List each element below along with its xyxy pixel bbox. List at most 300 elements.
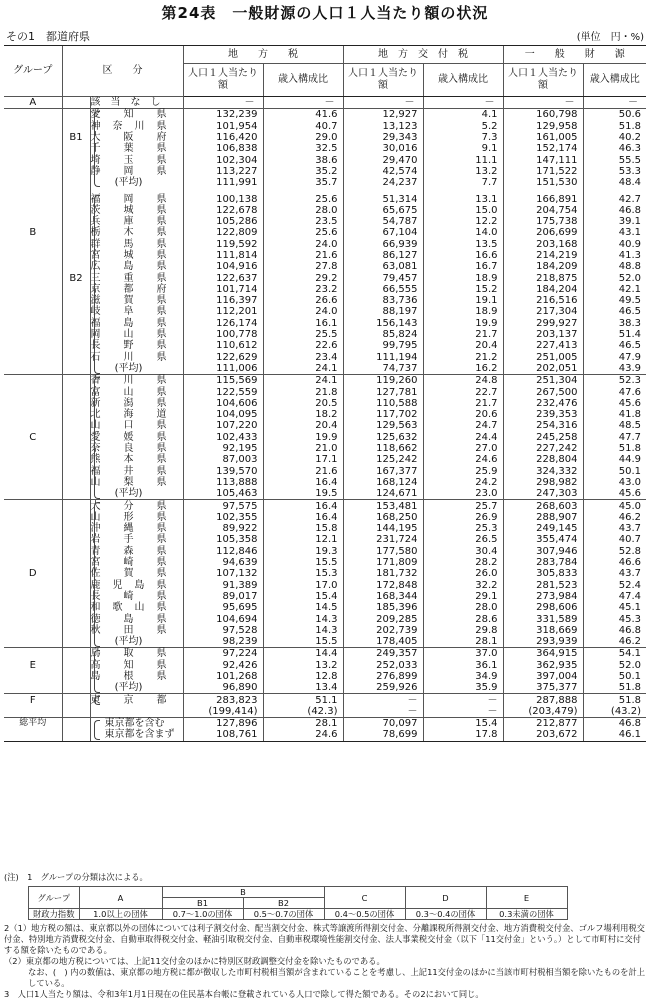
chihouzei-per-capita-cell: 101,714 <box>183 284 263 295</box>
koufuzei-ratio-cell: 28.0 <box>423 602 503 613</box>
koufuzei-per-capita-cell: 129,563 <box>343 420 423 431</box>
subgroup-label <box>62 613 90 624</box>
ippan-ratio-cell: 48.4 <box>583 177 646 188</box>
row-name-text: 岐阜県 <box>90 306 167 318</box>
prefecture-name <box>90 272 183 283</box>
ippan-per-capita-cell: 202,051 <box>503 363 583 375</box>
group-label <box>4 216 62 227</box>
group-label <box>4 154 62 165</box>
subgroup-label <box>62 166 90 177</box>
ippan-ratio-cell: 46.8 <box>583 718 646 730</box>
ippan-per-capita-cell: 218,875 <box>503 272 583 283</box>
chihouzei-ratio-cell: 20.4 <box>263 420 343 431</box>
row-name-text: 滋賀県 <box>90 295 167 307</box>
subgroup-label <box>62 443 90 454</box>
ippan-ratio-cell: 43.1 <box>583 227 646 238</box>
chihouzei-per-capita-cell: 87,003 <box>183 454 263 465</box>
ippan-per-capita-cell: 212,877 <box>503 718 583 730</box>
row-name-text: 山形県 <box>90 511 167 523</box>
group-label: E <box>29 659 36 671</box>
chihouzei-ratio-cell: 24.1 <box>263 363 343 375</box>
ippan-ratio-cell: 43.9 <box>583 363 646 375</box>
ippan-per-capita-cell: 375,377 <box>503 682 583 694</box>
koufuzei-ratio-cell: 15.0 <box>423 205 503 216</box>
table-row <box>4 613 646 624</box>
group-label <box>4 602 62 613</box>
prefecture-name <box>90 602 183 613</box>
subgroup-label <box>62 205 90 216</box>
group-label <box>4 706 62 718</box>
koufuzei-ratio-cell: 17.8 <box>423 729 503 741</box>
chihouzei-ratio-cell: 14.4 <box>263 648 343 660</box>
note-2-2: （2）東京都の地方税については、上記11交付金のほかに特別区財政調整交付金を除いたものである。 <box>4 956 385 966</box>
chihouzei-ratio-cell: 20.5 <box>263 398 343 409</box>
group-label <box>4 205 62 216</box>
table-row <box>4 284 646 295</box>
group-label <box>4 466 62 477</box>
group-label <box>4 352 62 363</box>
koufuzei-ratio-cell: 5.2 <box>423 121 503 132</box>
row-name-text: 奈良県 <box>90 443 167 455</box>
subgroup-label <box>62 432 90 443</box>
subgroup-label <box>62 546 90 557</box>
ippan-per-capita-cell: 228,804 <box>503 454 583 465</box>
ippan-per-capita-cell: 287,888 <box>503 694 583 706</box>
ippan-ratio-cell: 51.8 <box>583 121 646 132</box>
table-row <box>4 132 646 143</box>
unit-label: (単位 円・%) <box>576 32 644 43</box>
table-row <box>4 443 646 454</box>
table-row <box>4 166 646 177</box>
chihouzei-ratio-cell: 24.6 <box>263 729 343 741</box>
prefecture-name <box>90 375 183 387</box>
subgroup-label <box>62 625 90 636</box>
group-label <box>4 363 62 375</box>
koufuzei-per-capita-cell: 249,357 <box>343 648 423 660</box>
ippan-per-capita-cell: 152,174 <box>503 143 583 154</box>
notes <box>4 872 646 1000</box>
koufuzei-ratio-cell: 15.4 <box>423 718 503 730</box>
koufuzei-per-capita-cell: 66,555 <box>343 284 423 295</box>
chihouzei-per-capita-cell: 97,528 <box>183 625 263 636</box>
chihouzei-ratio-cell: 28.0 <box>263 205 343 216</box>
subgroup-label <box>62 239 90 250</box>
chihouzei-ratio-cell: 19.9 <box>263 432 343 443</box>
chihouzei-per-capita-cell: 101,954 <box>183 121 263 132</box>
prefecture-name <box>90 295 183 306</box>
chihouzei-ratio-cell: 32.5 <box>263 143 343 154</box>
subgroup-label <box>62 216 90 227</box>
header-ku: 区 分 <box>62 46 183 97</box>
subgroup-label <box>62 193 90 204</box>
prefecture-name <box>90 477 183 488</box>
row-name-text: 島根県 <box>90 670 167 682</box>
table-row <box>4 602 646 613</box>
koufuzei-ratio-cell: 11.1 <box>423 154 503 165</box>
chihouzei-per-capita-cell: 139,570 <box>183 466 263 477</box>
ippan-ratio-cell: 54.1 <box>583 648 646 660</box>
koufuzei-per-capita-cell: 202,739 <box>343 625 423 636</box>
group-label <box>4 398 62 409</box>
ippan-ratio-cell: 46.8 <box>583 205 646 216</box>
row-name-text: 京都府 <box>90 283 167 295</box>
group-label <box>4 409 62 420</box>
koufuzei-per-capita-cell: 67,104 <box>343 227 423 238</box>
group-label <box>4 121 62 132</box>
chihouzei-per-capita-cell: 96,890 <box>183 682 263 694</box>
chihouzei-ratio-cell: 14.3 <box>263 613 343 624</box>
table-row <box>4 398 646 409</box>
chihouzei-ratio-cell: 28.1 <box>263 718 343 730</box>
ippan-ratio-cell: 44.9 <box>583 454 646 465</box>
table-row <box>4 625 646 636</box>
koufuzei-per-capita-cell: 29,343 <box>343 132 423 143</box>
note-1: (注) 1 グループの分類は次による。 <box>4 872 148 882</box>
group-label <box>4 579 62 590</box>
ippan-per-capita-cell: － <box>503 97 583 109</box>
table-row <box>4 466 646 477</box>
koufuzei-ratio-cell: 21.7 <box>423 398 503 409</box>
chihouzei-per-capita-cell: 116,397 <box>183 295 263 306</box>
prefecture-name <box>90 261 183 272</box>
chihouzei-per-capita-cell: 126,174 <box>183 318 263 329</box>
chihouzei-ratio-cell: 27.8 <box>263 261 343 272</box>
ippan-ratio-cell: 51.8 <box>583 682 646 694</box>
table-row <box>4 329 646 340</box>
ippan-per-capita-cell: 232,476 <box>503 398 583 409</box>
row-name-text: (平均) <box>114 636 143 648</box>
row-name-text: 青森県 <box>90 545 167 557</box>
koufuzei-per-capita-cell: 171,809 <box>343 557 423 568</box>
group-label: C <box>29 431 37 443</box>
row-name-text: 和歌山県 <box>90 602 167 614</box>
row-name-text: 高知県 <box>90 659 167 671</box>
koufuzei-per-capita-cell: 99,795 <box>343 340 423 351</box>
koufuzei-per-capita-cell: 168,124 <box>343 477 423 488</box>
gt-header-b2: B2 <box>243 898 324 909</box>
subgroup-label <box>62 706 90 718</box>
group-label <box>4 729 62 741</box>
ippan-per-capita-cell: 273,984 <box>503 591 583 602</box>
koufuzei-per-capita-cell: 12,927 <box>343 109 423 121</box>
koufuzei-ratio-cell: 4.1 <box>423 109 503 121</box>
group-label <box>4 443 62 454</box>
chihouzei-per-capita-cell: 112,201 <box>183 306 263 317</box>
koufuzei-per-capita-cell: 125,632 <box>343 432 423 443</box>
ippan-ratio-cell: 38.3 <box>583 318 646 329</box>
financial-table <box>4 45 646 742</box>
chihouzei-per-capita-cell: 122,559 <box>183 386 263 397</box>
subgroup-label <box>62 523 90 534</box>
row-name-text: 長崎県 <box>90 590 167 602</box>
ippan-ratio-cell: 46.5 <box>583 306 646 317</box>
table-row <box>4 121 646 132</box>
ippan-per-capita-cell: 129,958 <box>503 121 583 132</box>
prefecture-name <box>90 568 183 579</box>
row-name-text: 宮崎県 <box>90 557 167 569</box>
ippan-per-capita-cell: 151,530 <box>503 177 583 188</box>
gt-b1: 0.7〜1.0の団体 <box>162 909 243 920</box>
koufuzei-per-capita-cell: 153,481 <box>343 500 423 512</box>
row-name-text: 該当なし <box>90 97 161 109</box>
table-row <box>4 97 646 109</box>
prefecture-name <box>90 386 183 397</box>
prefecture-name <box>90 648 183 660</box>
koufuzei-ratio-cell: 22.7 <box>423 386 503 397</box>
chihouzei-ratio-cell: 23.2 <box>263 284 343 295</box>
group-label <box>4 143 62 154</box>
chihouzei-per-capita-cell: 97,575 <box>183 500 263 512</box>
group-label <box>4 648 62 660</box>
row-name-text: 秋田県 <box>90 624 167 636</box>
chihouzei-ratio-cell: － <box>263 97 343 109</box>
row-name-text: 香川県 <box>90 375 167 387</box>
koufuzei-per-capita-cell: 167,377 <box>343 466 423 477</box>
group-brace <box>94 195 100 373</box>
ippan-per-capita-cell: 203,672 <box>503 729 583 741</box>
koufuzei-ratio-cell: 26.0 <box>423 568 503 579</box>
chihouzei-per-capita-cell: 108,761 <box>183 729 263 741</box>
ippan-ratio-cell: 52.0 <box>583 660 646 671</box>
prefecture-name <box>90 523 183 534</box>
koufuzei-per-capita-cell: 65,675 <box>343 205 423 216</box>
koufuzei-ratio-cell: 37.0 <box>423 648 503 660</box>
prefecture-name <box>90 193 183 204</box>
prefecture-name <box>90 729 183 741</box>
koufuzei-ratio-cell: 26.5 <box>423 534 503 545</box>
koufuzei-ratio-cell: 9.1 <box>423 143 503 154</box>
table-row <box>4 477 646 488</box>
chihouzei-per-capita-cell: 97,224 <box>183 648 263 660</box>
chihouzei-per-capita-cell: 92,195 <box>183 443 263 454</box>
ippan-per-capita-cell: 214,219 <box>503 250 583 261</box>
subgroup-label <box>62 568 90 579</box>
koufuzei-ratio-cell: 24.4 <box>423 432 503 443</box>
koufuzei-per-capita-cell: 54,787 <box>343 216 423 227</box>
chihouzei-ratio-cell: 14.5 <box>263 602 343 613</box>
koufuzei-ratio-cell: 18.9 <box>423 306 503 317</box>
subgroup-label <box>62 340 90 351</box>
ippan-ratio-cell: 52.8 <box>583 546 646 557</box>
ippan-per-capita-cell: 184,204 <box>503 284 583 295</box>
subgroup-label <box>62 363 90 375</box>
prefecture-name <box>90 500 183 512</box>
koufuzei-ratio-cell: 16.6 <box>423 250 503 261</box>
group-label <box>4 295 62 306</box>
prefecture-name <box>90 352 183 363</box>
header-per-capita: 人口１人当たり額 <box>343 64 423 97</box>
ippan-per-capita-cell: 267,500 <box>503 386 583 397</box>
subgroup-label <box>62 177 90 188</box>
ippan-per-capita-cell: 247,303 <box>503 488 583 500</box>
gt-d: 0.3〜0.4の団体 <box>405 909 486 920</box>
koufuzei-per-capita-cell: 181,732 <box>343 568 423 579</box>
ippan-per-capita-cell: 324,332 <box>503 466 583 477</box>
table-row <box>4 512 646 523</box>
chihouzei-ratio-cell: 16.4 <box>263 512 343 523</box>
koufuzei-ratio-cell: 29.1 <box>423 591 503 602</box>
ippan-ratio-cell: 40.7 <box>583 534 646 545</box>
chihouzei-per-capita-cell: 104,095 <box>183 409 263 420</box>
ippan-per-capita-cell: 204,754 <box>503 205 583 216</box>
ippan-ratio-cell: 49.5 <box>583 295 646 306</box>
chihouzei-ratio-cell: 24.0 <box>263 239 343 250</box>
ippan-per-capita-cell: 245,258 <box>503 432 583 443</box>
subgroup-label <box>62 660 90 671</box>
chihouzei-per-capita-cell: 95,695 <box>183 602 263 613</box>
koufuzei-per-capita-cell: 259,926 <box>343 682 423 694</box>
prefecture-name <box>90 466 183 477</box>
chihouzei-per-capita-cell: 100,778 <box>183 329 263 340</box>
group-label: F <box>29 694 36 706</box>
header-ratio: 歳入構成比 <box>583 64 646 97</box>
prefecture-name <box>90 97 183 109</box>
gt-header-c: C <box>324 887 405 909</box>
subgroup-label <box>62 694 90 706</box>
koufuzei-ratio-cell: 30.4 <box>423 546 503 557</box>
prefecture-name <box>90 250 183 261</box>
chihouzei-per-capita-cell: 122,809 <box>183 227 263 238</box>
subgroup-label <box>62 602 90 613</box>
group-label <box>4 477 62 488</box>
group-label <box>4 306 62 317</box>
table-row <box>4 694 646 706</box>
table-row <box>4 660 646 671</box>
group-label <box>4 420 62 431</box>
group-brace <box>94 720 100 741</box>
table-row <box>4 352 646 363</box>
table-row <box>4 318 646 329</box>
chihouzei-per-capita-cell: 94,639 <box>183 557 263 568</box>
ippan-per-capita-cell: (203,479) <box>503 706 583 718</box>
group-label <box>4 512 62 523</box>
ippan-ratio-cell: 45.6 <box>583 398 646 409</box>
group-label: B <box>29 227 37 239</box>
gt-header-b: B <box>162 887 324 898</box>
koufuzei-ratio-cell: － <box>423 97 503 109</box>
prefecture-name <box>90 284 183 295</box>
chihouzei-per-capita-cell: 89,922 <box>183 523 263 534</box>
ippan-per-capita-cell: 175,738 <box>503 216 583 227</box>
group-label <box>4 682 62 694</box>
chihouzei-ratio-cell: 40.7 <box>263 121 343 132</box>
chihouzei-per-capita-cell: 122,637 <box>183 272 263 283</box>
koufuzei-ratio-cell: 23.0 <box>423 488 503 500</box>
subgroup-label <box>62 261 90 272</box>
koufuzei-per-capita-cell: 88,197 <box>343 306 423 317</box>
row-name-text: (平均) <box>114 488 143 500</box>
prefecture-name <box>90 694 183 706</box>
gt-e: 0.3未満の団体 <box>486 909 567 920</box>
subgroup-label <box>62 121 90 132</box>
chihouzei-per-capita-cell: 119,592 <box>183 239 263 250</box>
koufuzei-ratio-cell: 20.6 <box>423 409 503 420</box>
prefecture-name <box>90 398 183 409</box>
chihouzei-ratio-cell: 41.6 <box>263 109 343 121</box>
chihouzei-per-capita-cell: 127,896 <box>183 718 263 730</box>
chihouzei-per-capita-cell: 104,694 <box>183 613 263 624</box>
group-label <box>4 239 62 250</box>
row-name-text: 山梨県 <box>90 476 167 488</box>
ippan-per-capita-cell: 147,111 <box>503 154 583 165</box>
ippan-ratio-cell: 51.8 <box>583 694 646 706</box>
subgroup-label <box>62 454 90 465</box>
table-row <box>4 454 646 465</box>
gt-c: 0.4〜0.5の団体 <box>324 909 405 920</box>
chihouzei-ratio-cell: 51.1 <box>263 694 343 706</box>
chihouzei-ratio-cell: 15.8 <box>263 523 343 534</box>
subgroup-label <box>62 488 90 500</box>
group-label <box>4 250 62 261</box>
table-row <box>4 546 646 557</box>
subgroup-label <box>62 729 90 741</box>
ippan-ratio-cell: 45.3 <box>583 613 646 624</box>
subgroup-label: B1 <box>62 132 90 143</box>
group-label <box>4 284 62 295</box>
chihouzei-ratio-cell: (42.3) <box>263 706 343 718</box>
prefecture-name <box>90 166 183 177</box>
table-row <box>4 568 646 579</box>
koufuzei-ratio-cell: 27.0 <box>423 443 503 454</box>
table-row <box>4 295 646 306</box>
ippan-ratio-cell: 47.6 <box>583 386 646 397</box>
subgroup-label <box>62 109 90 121</box>
gt-row-label: 財政力指数 <box>29 909 80 920</box>
ippan-per-capita-cell: 203,137 <box>503 329 583 340</box>
subgroup-label <box>62 477 90 488</box>
gt-header-e: E <box>486 887 567 909</box>
subgroup-label <box>62 329 90 340</box>
prefecture-name <box>90 109 183 121</box>
chihouzei-ratio-cell: 17.0 <box>263 579 343 590</box>
ippan-per-capita-cell: 251,304 <box>503 375 583 387</box>
prefecture-name <box>90 132 183 143</box>
chihouzei-per-capita-cell: 111,814 <box>183 250 263 261</box>
subgroup-label <box>62 636 90 648</box>
subgroup-label <box>62 466 90 477</box>
chihouzei-ratio-cell: 15.4 <box>263 591 343 602</box>
koufuzei-ratio-cell: 7.3 <box>423 132 503 143</box>
subgroup-label <box>62 579 90 590</box>
chihouzei-per-capita-cell: 113,227 <box>183 166 263 177</box>
chihouzei-per-capita-cell: 102,304 <box>183 154 263 165</box>
group-brace <box>94 650 100 693</box>
chihouzei-per-capita-cell: 106,838 <box>183 143 263 154</box>
group-label <box>4 272 62 283</box>
ippan-ratio-cell: 46.2 <box>583 512 646 523</box>
ippan-ratio-cell: 42.7 <box>583 193 646 204</box>
koufuzei-ratio-cell: 25.9 <box>423 466 503 477</box>
koufuzei-per-capita-cell: 156,143 <box>343 318 423 329</box>
chihouzei-ratio-cell: 16.4 <box>263 477 343 488</box>
row-name-text: 石川県 <box>90 351 167 363</box>
header-per-capita: 人口１人当たり額 <box>183 64 263 97</box>
chihouzei-ratio-cell: 13.4 <box>263 682 343 694</box>
row-name-text: 東京都を含む <box>104 718 165 730</box>
ippan-per-capita-cell: 268,603 <box>503 500 583 512</box>
group-label <box>4 454 62 465</box>
group-label <box>4 109 62 121</box>
subgroup-label: B2 <box>62 272 90 283</box>
ippan-per-capita-cell: 298,982 <box>503 477 583 488</box>
koufuzei-per-capita-cell: 178,405 <box>343 636 423 648</box>
koufuzei-ratio-cell: 24.2 <box>423 477 503 488</box>
koufuzei-per-capita-cell: 63,081 <box>343 261 423 272</box>
ippan-ratio-cell: 39.1 <box>583 216 646 227</box>
table-row <box>4 636 646 648</box>
row-name-text: 鹿児島県 <box>90 579 167 591</box>
koufuzei-per-capita-cell: 30,016 <box>343 143 423 154</box>
